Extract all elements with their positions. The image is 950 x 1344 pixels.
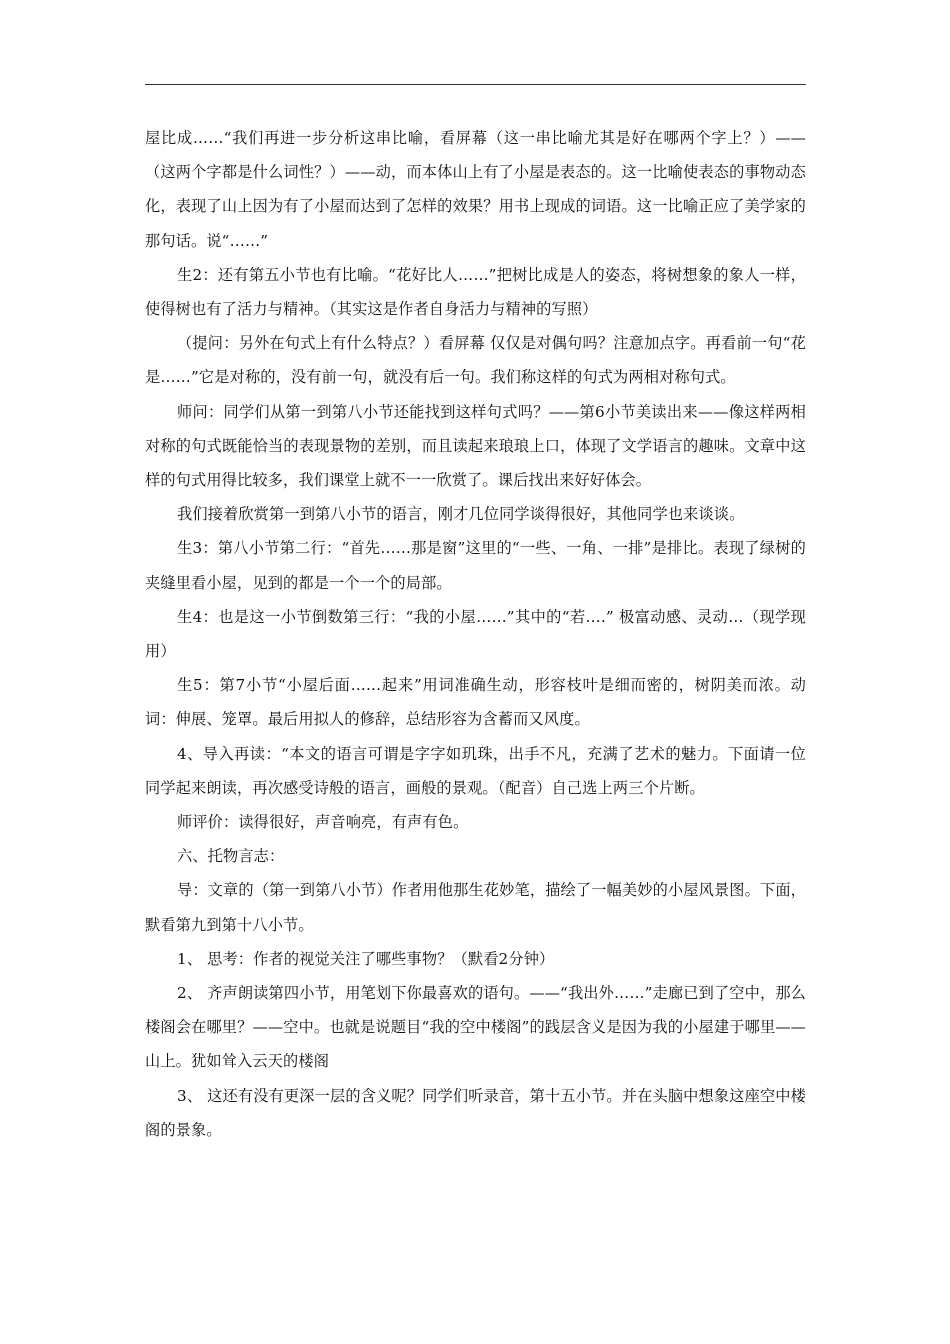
paragraph-14: 2、 齐声朗读第四小节，用笔划下你最喜欢的语句。——“我出外……”走廊已到了空中，那么楼阁会在哪里？——空中。也就是说题目“我的空中楼阁”的践层含义是因为我的小屋建于哪里——山上。犹如耸入云天的楼阁: [145, 984, 806, 1071]
paragraph-11: 六、托物言志：: [177, 847, 285, 866]
paragraph-10: 师评价：读得很好，声音响亮，有声有色。: [177, 813, 469, 832]
paragraph-12: 导：文章的（第一到第八小节）作者用他那生花妙笔，描绘了一幅美妙的小屋风景图。下面，默看第九到第十八小节。: [145, 881, 806, 934]
header-rule: [145, 84, 806, 85]
paragraph-15: 3、 这还有没有更深一层的含义呢？同学们听录音，第十五小节。并在头脑中想象这座空中楼阁的景象。: [145, 1086, 806, 1139]
paragraph-7: 生4：也是这一小节倒数第三行：“我的小屋……”其中的“若….” 极富动感、灵动…（现学现用）: [145, 607, 806, 661]
paragraph-13: 1、 思考：作者的视觉关注了哪些事物？（默看2分钟）: [177, 949, 555, 968]
paragraph-4: 师问：同学们从第一到第八小节还能找到这样句式吗？——第6小节美读出来——像这样两相对称的句式既能恰当的表现景物的差别，而且读起来琅琅上口，体现了文学语言的趣味。文章中这样的句式用得比较多，我们课堂上就不一一欣赏了。课后找出来好好体会。: [145, 402, 806, 490]
document-body: [145, 121, 806, 1147]
paragraph-1: 屋比成……“我们再进一步分析这串比喻，看屏幕（这一串比喻尤其是好在哪两个字上？）——（这两个字都是什么词性？）——动，而本体山上有了小屋是表态的。这一比喻使表态的事物动态化，表现了山上因为有了小屋而达到了怎样的效果？用书上现成的词语。这一比喻正应了美学家的那句话。说“……”: [145, 129, 806, 250]
paragraph-6: 生3：第八小节第二行：“首先……那是窗”这里的“一些、一角、一排”是排比。表现了绿树的夹缝里看小屋，见到的都是一个一个的局部。: [145, 539, 806, 592]
paragraph-2: 生2：还有第五小节也有比喻。“花好比人……”把树比成是人的姿态，将树想象的象人一样，使得树也有了活力与精神。（其实这是作者自身活力与精神的写照）: [145, 265, 806, 319]
paragraph-9: 4、导入再读：“本文的语言可谓是字字如玑珠，出手不凡，充满了艺术的魅力。下面请一位同学起来朗读，再次感受诗般的语言，画般的景观。（配音）自己选上两三个片断。: [145, 744, 806, 797]
paragraph-5: 我们接着欣赏第一到第八小节的语言，刚才几位同学谈得很好，其他同学也来谈谈。: [177, 505, 745, 524]
paragraph-3: （提问：另外在句式上有什么特点？）看屏幕 仅仅是对偶句吗？注意加点字。再看前一句“花是……”它是对称的，没有前一句，就没有后一句。我们称这样的句式为两相对称句式。: [145, 334, 806, 387]
paragraph-8: 生5：第7小节“小屋后面……起来”用词准确生动，形容枝叶是细而密的，树阴美而浓。动词：伸展、笼罩。最后用拟人的修辞，总结形容为含蓄而又风度。: [145, 676, 806, 729]
